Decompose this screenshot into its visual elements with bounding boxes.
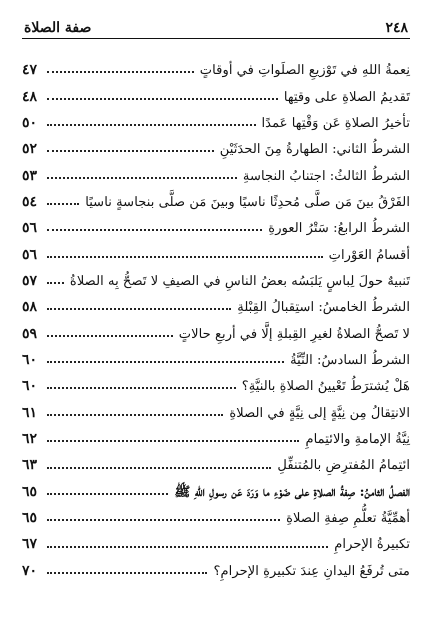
toc-entry-page-number: ٥٨ [22, 299, 38, 316]
toc-entry-title: نِعمةُ اللهِ في تَوْزيعِ الصلَواتِ في أوقاتٍ [199, 63, 410, 79]
toc-entry-page-number: ٦٠ [22, 352, 38, 369]
toc-entry-page-number: ٤٨ [22, 88, 38, 105]
toc-entry [22, 553, 410, 579]
toc-entry [22, 421, 410, 447]
page-header [24, 14, 408, 36]
dot-leader [47, 71, 194, 73]
toc-entry-title: الشرطُ السادسُ: النِّيَّةُ [290, 352, 410, 368]
header-rule [22, 38, 410, 39]
toc-entry [22, 500, 410, 526]
toc-entry-title: الشرطُ الثاني: الطهارةُ مِنَ الحدَثَيْنِ [219, 142, 410, 158]
dot-leader [47, 546, 328, 548]
toc-entry [22, 210, 410, 236]
dot-leader [47, 467, 271, 469]
toc-entry-title: أهمِّيَّةُ تعلُّمِ صِفةِ الصلاةِ [286, 511, 410, 527]
toc-entry [22, 105, 410, 131]
toc-entry-page-number: ٤٧ [22, 62, 38, 79]
toc-entry [22, 131, 410, 157]
dot-leader [47, 572, 207, 574]
toc-entry-title: الشرطُ الثالثُ: اجتنابُ النجاسةِ [242, 168, 410, 184]
toc-entry [22, 236, 410, 262]
toc-entry-title: تَنبيهٌ حولَ لِباسٍ يَلبَسُه بعضُ الناسِ في الصيفِ لا تَصحُّ بِه الصلاةُ [69, 273, 410, 289]
running-title: صفة الصلاة [24, 20, 92, 36]
toc-entry-page-number: ٥٣ [22, 167, 38, 184]
dot-leader [47, 493, 168, 495]
toc-entry-page-number: ٦١ [22, 404, 38, 421]
toc-entry-page-number: ٥٤ [22, 193, 38, 210]
toc-entry-page-number: ٥٦ [22, 220, 38, 237]
toc-entry [22, 368, 410, 394]
toc-entry-title: الانتِقالُ مِن نِيَّةٍ إلى نِيَّةٍ في الصلاةِ [229, 405, 410, 421]
dot-leader [47, 414, 223, 416]
toc-entry-page-number: ٦٢ [22, 431, 38, 448]
toc-entry-page-number: ٥٩ [22, 325, 38, 342]
toc-entry-title: الفصلُ الثامنُ: صِفةُ الصلاةِ على ضَوْءِ ما وَرَدَ عَن رسولِ اللهِ ﷺ [174, 484, 410, 500]
toc-entry [22, 78, 410, 104]
toc-entry-page-number: ٥٢ [22, 141, 38, 158]
toc-entry [22, 184, 410, 210]
dot-leader [47, 440, 299, 442]
toc-entry-page-number: ٦٥ [22, 510, 38, 527]
dot-leader [47, 150, 214, 152]
toc-entry-title: أقسامُ العَوْراتِ [328, 247, 410, 263]
toc-entry-title: لا تَصحُّ الصلاةُ لغيرِ القِبلةِ إلَّا في أربعِ حالاتٍ [178, 326, 410, 342]
toc-entry [22, 157, 410, 183]
dot-leader [47, 282, 64, 284]
dot-leader [47, 308, 231, 310]
toc-entry [22, 289, 410, 315]
toc-entry [22, 342, 410, 368]
toc-entry-title: ائتِمامُ المُفترِضِ بالمُتنفِّلِ [277, 458, 410, 474]
toc-entry-title: نِيَّةُ الإمامةِ والائتِمامِ [305, 431, 410, 447]
toc-entry [22, 315, 410, 341]
dot-leader [47, 177, 237, 179]
dot-leader [47, 256, 323, 258]
toc-entry-title: متى تُرفَعُ اليدانِ عِندَ تكبيرةِ الإحرامِ؟ [213, 563, 410, 579]
toc-entry-page-number: ٥٦ [22, 246, 38, 263]
page-number: ٢٤٨ [385, 20, 408, 36]
toc-entry-title: تأخيرُ الصلاةِ عَن وَقْتِها عَمدًا [261, 115, 410, 131]
toc-entry-page-number: ٥٧ [22, 273, 38, 289]
dot-leader [47, 124, 256, 126]
toc-entry-page-number: ٧٠ [22, 562, 38, 579]
toc-entry-page-number: ٦٥ [22, 483, 38, 500]
toc-entry [22, 263, 410, 289]
dot-leader [47, 387, 236, 389]
dot-leader [47, 361, 284, 363]
toc-entry [22, 394, 410, 420]
toc-entry-page-number: ٦٠ [22, 378, 38, 395]
toc-entry [22, 447, 410, 473]
table-of-contents [22, 52, 410, 579]
toc-entry-page-number: ٥٠ [22, 114, 38, 131]
toc-entry-page-number: ٦٣ [22, 457, 38, 474]
toc-entry-page-number: ٦٧ [22, 536, 38, 553]
toc-entry-title: الفَرْقُ بينَ مَن صلَّى مُحدِثًا ناسيًا وبينَ مَن صلَّى بنجاسةٍ ناسيًا [85, 194, 410, 210]
toc-entry [22, 474, 410, 500]
toc-entry-title: تكبيرةُ الإحرامِ [334, 537, 410, 553]
toc-entry-title: الشرطُ الرابعُ: سَتْرُ العورةِ [268, 221, 410, 237]
toc-entry-title: تَقديمُ الصلاةِ على وقتِها [283, 89, 410, 105]
toc-entry [22, 526, 410, 552]
toc-entry [22, 52, 410, 78]
dot-leader [47, 98, 278, 100]
dot-leader [47, 203, 79, 205]
dot-leader [47, 519, 280, 521]
dot-leader [47, 335, 173, 337]
toc-entry-title: هَلْ يُشترَطُ تَعْيينُ الصلاةِ بالنيَّةِ؟ [241, 379, 410, 395]
toc-entry-title: الشرطُ الخامسُ: استِقبالُ القِبْلةِ [237, 300, 410, 316]
dot-leader [47, 229, 262, 231]
